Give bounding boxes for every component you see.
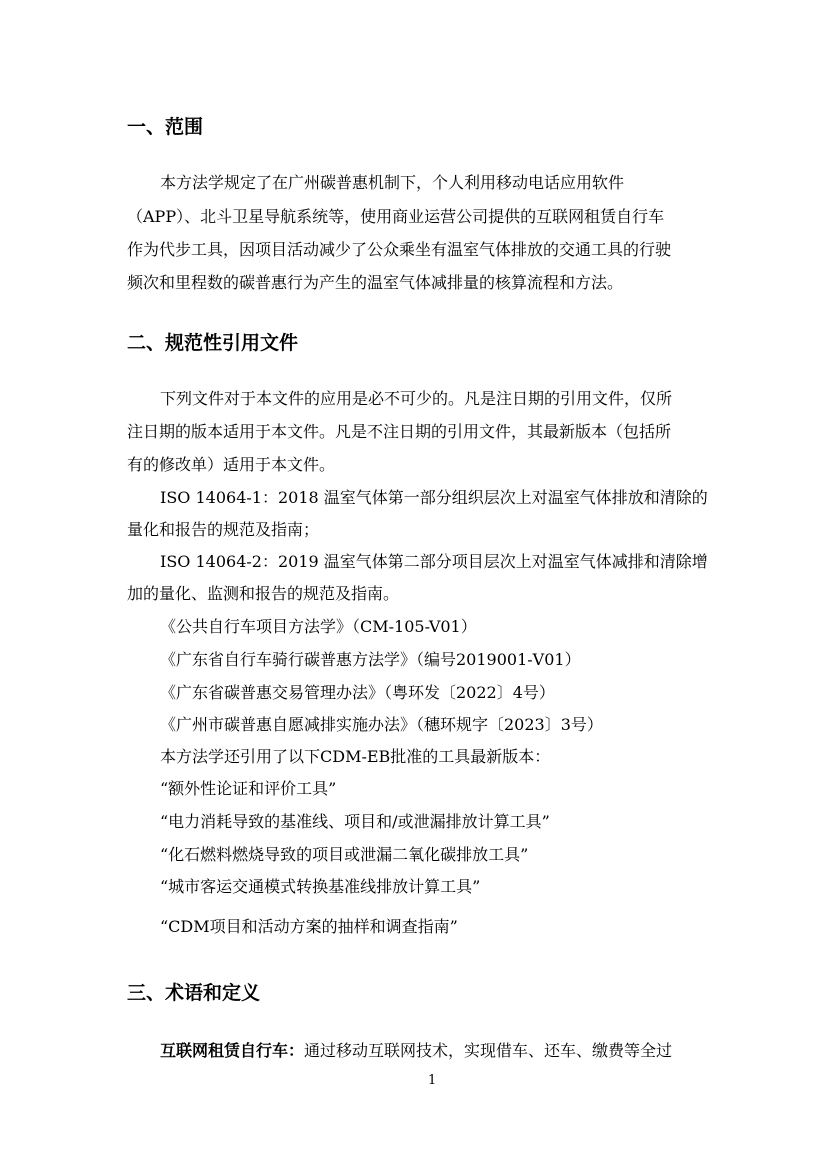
reference-iso14064-1-line-1: ISO 14064-1：2018 温室气体第一部分组织层次上对温室气体排放和清除的 <box>160 488 708 507</box>
term-definition-line <box>160 1038 672 1061</box>
section-heading-references: 二、规范性引用文件 <box>127 332 299 354</box>
references-line-2: 注日期的版本适用于本文件。凡是不注日期的引用文件，其最新版本（包括所 <box>127 422 672 441</box>
scope-line-2: （APP）、北斗卫星导航系统等，使用商业运营公司提供的互联网租赁自行车 <box>127 207 665 226</box>
reference-iso14064-2-line-2: 加的量化、监测和报告的规范及指南。 <box>127 584 400 603</box>
reference-iso14064-2-line-1: ISO 14064-2：2019 温室气体第二部分项目层次上对温室气体减排和清除增 <box>160 552 708 571</box>
reference-tool-additionality: “额外性论证和评价工具” <box>160 779 337 798</box>
reference-guangzhou-measures: 《广州市碳普惠自愿减排实施办法》（穗环规字〔2023〕3号） <box>160 715 603 734</box>
section-heading-terms: 三、术语和定义 <box>127 982 261 1004</box>
scope-line-3: 作为代步工具，因项目活动减少了公众乘坐有温室气体排放的交通工具的行驶 <box>127 240 672 259</box>
reference-iso14064-1-line-2: 量化和报告的规范及指南； <box>127 520 320 539</box>
references-line-3: 有的修改单）适用于本文件。 <box>127 455 336 474</box>
page-number: 1 <box>428 1073 437 1088</box>
term-text: 通过移动互联网技术，实现借车、还车、缴费等全过 <box>304 1041 673 1060</box>
reference-tool-urban-transport: “城市客运交通模式转换基准线排放计算工具” <box>160 877 481 896</box>
term-label: 互联网租赁自行车： <box>160 1041 305 1060</box>
scope-line-4: 频次和里程数的碳普惠行为产生的温室气体减排量的核算流程和方法。 <box>127 273 624 292</box>
reference-tool-sampling: “CDM项目和活动方案的抽样和调查指南” <box>160 917 458 936</box>
reference-cm-105: 《公共自行车项目方法学》（CM-105-V01） <box>160 617 477 636</box>
references-line-1: 下列文件对于本文件的应用是必不可少的。凡是注日期的引用文件，仅所 <box>160 389 673 408</box>
section-heading-scope: 一、范围 <box>127 116 204 138</box>
scope-line-1: 本方法学规定了在广州碳普惠机制下，个人利用移动电话应用软件 <box>160 173 625 192</box>
reference-tool-fossil-fuel: “化石燃料燃烧导致的项目或泄漏二氧化碳排放工具” <box>160 845 529 864</box>
reference-guangdong-bike: 《广东省自行车骑行碳普惠方法学》（编号2019001-V01） <box>160 650 581 669</box>
reference-cdm-intro: 本方法学还引用了以下CDM-EB批准的工具最新版本： <box>160 747 551 766</box>
reference-guangdong-trade: 《广东省碳普惠交易管理办法》（粤环发〔2022〕4号） <box>160 683 555 702</box>
reference-tool-electricity: “电力消耗导致的基准线、项目和/或泄漏排放计算工具” <box>160 812 550 831</box>
